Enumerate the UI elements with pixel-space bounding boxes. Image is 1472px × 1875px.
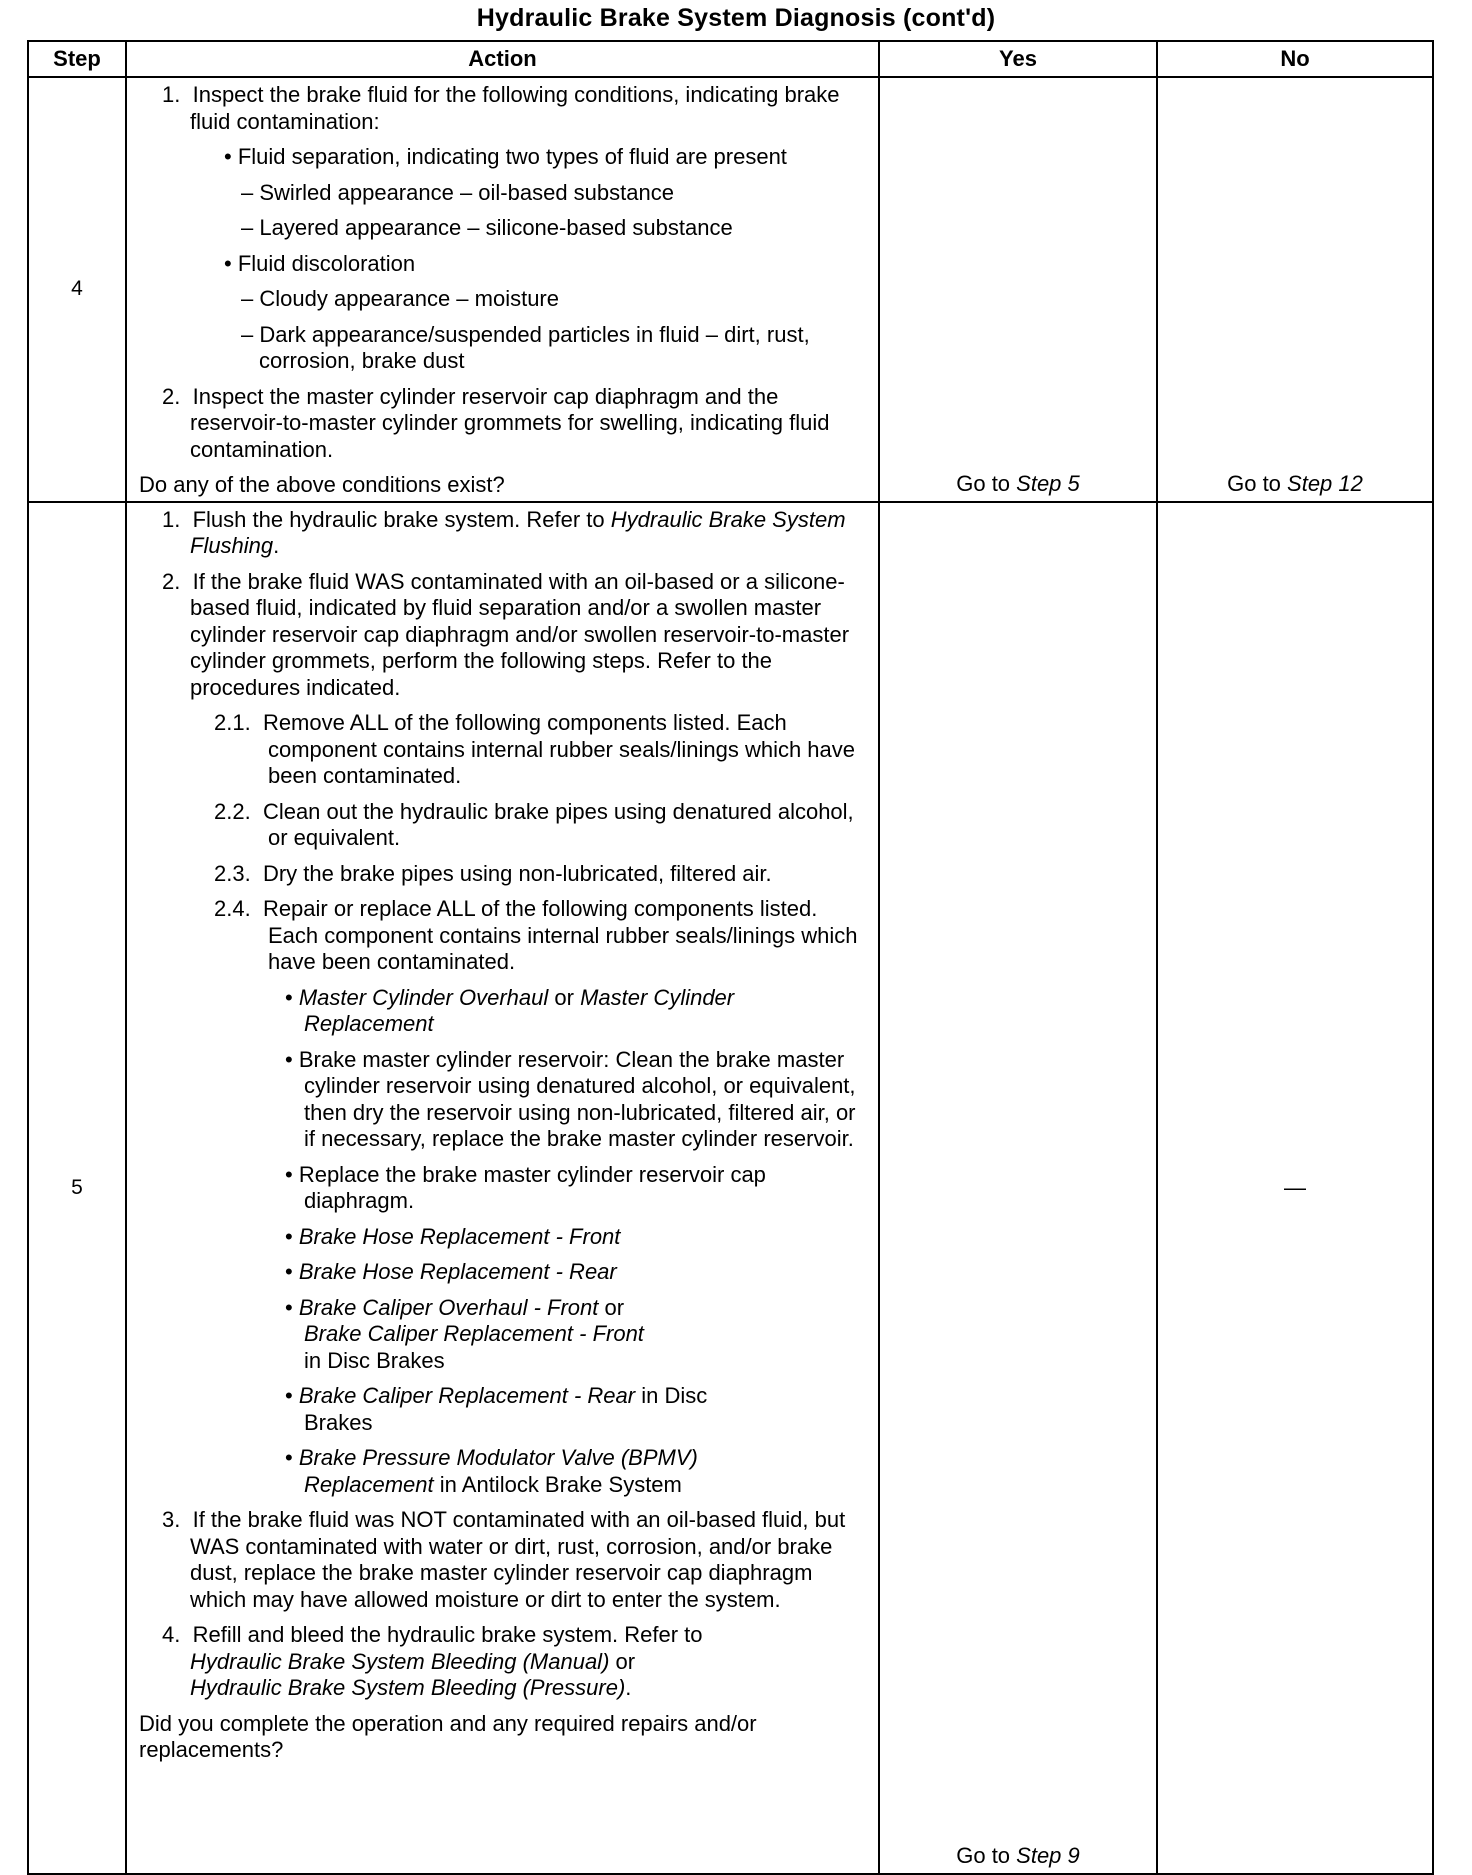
table-row-step-4 [28,77,1433,502]
list-item: 2.1. Remove ALL of the following components listed. Each component contains internal rubber seals/linings which have been contaminated. [214,710,856,788]
list-item: • Replace the brake master cylinder reservoir cap diaphragm. [285,1161,766,1213]
list-item: 1. Flush the hydraulic brake system. Refer to Hydraulic Brake System Flushing. [162,506,846,558]
table-row-step-5 [28,502,1433,1874]
bullet-icon: • [285,984,293,1010]
bullet-icon: • [285,1294,293,1320]
list-item: 1. Inspect the brake fluid for the following conditions, indicating brake fluid contamination: [162,82,840,134]
step-number: 4 [28,77,126,502]
dash-icon: – [241,286,254,311]
list-item: 2. Inspect the master cylinder reservoir cap diaphragm and the reservoir-to-master cylinder grommets for swelling, indicating fluid contamination. [162,383,830,462]
bullet-icon: • [224,144,232,169]
procedure-link[interactable]: Brake Hose Replacement - Front [298,1223,621,1249]
header-yes: Yes [879,41,1157,77]
dash-icon: – [241,321,254,347]
procedure-link[interactable]: Master Cylinder Replacement [304,984,735,1036]
header-no: No [1157,41,1433,77]
step-link[interactable]: Step 12 [1287,470,1363,496]
yes-cell: Go to Step 9 [879,502,1157,1874]
procedure-link[interactable]: Hydraulic Brake System Bleeding (Pressure) [190,1675,626,1700]
procedure-link[interactable]: Brake Caliper Overhaul - Front [298,1294,599,1320]
list-item: • Brake Caliper Overhaul - Front or Brake Caliper Replacement - Front in Disc Brakes [285,1294,644,1373]
action-cell [126,77,879,502]
bullet-icon: • [285,1223,293,1249]
list-item: 2.3. Dry the brake pipes using non-lubricated, filtered air. [214,860,772,886]
table-header-row [28,41,1433,77]
list-item: – Cloudy appearance – moisture [241,286,559,311]
list-item [139,1224,868,1251]
bullet-icon: • [224,250,232,276]
diagnosis-table [27,40,1434,1875]
bullet-icon: • [285,1161,293,1187]
procedure-link[interactable]: Hydraulic Brake System Bleeding (Manual) [190,1648,610,1674]
no-cell: Go to Step 12 [1157,77,1433,502]
list-item: – Layered appearance – silicone-based substance [241,215,733,240]
no-cell: — [1157,502,1433,1874]
step-link[interactable]: Step 9 [1016,1842,1080,1868]
step-link[interactable]: Step 5 [1016,470,1080,496]
yes-cell: Go to Step 5 [879,77,1157,502]
procedure-link[interactable]: Brake Pressure Modulator Valve (BPMV) Replacement [298,1445,698,1497]
list-item: 3. If the brake fluid was NOT contaminated with an oil-based fluid, but WAS contaminated with water or dirt, rust, corrosion, and/or brake dust, replace the brake master cylinder reservoir cap diaphragm which may have allowed moisture or dirt to enter the system. [162,1507,846,1612]
action-cell [126,502,879,1874]
procedure-link[interactable]: Brake Caliper Replacement - Front [304,1321,644,1346]
bullet-icon: • [285,1445,293,1470]
header-step: Step [28,41,126,77]
list-item: 2. If the brake fluid WAS contaminated with an oil-based or a silicone-based fluid, indicated by fluid separation and/or a swollen master cylinder reservoir cap diaphragm and/or swollen reservoir-to-master cylinder grommets, perform the following steps. Refer to the procedures indicated. [162,568,850,700]
dash-icon: – [241,179,254,205]
step-question: Did you complete the operation and any required repairs and/or replacements? [139,1710,757,1762]
list-item: 2.2. Clean out the hydraulic brake pipes using denatured alcohol, or equivalent. [214,798,854,850]
bullet-icon: • [285,1383,293,1408]
bullet-icon: • [285,1046,293,1072]
page-title: Hydraulic Brake System Diagnosis (cont'd) [476,4,996,32]
list-item: • Fluid separation, indicating two types of fluid are present [224,144,787,169]
procedure-link[interactable]: Master Cylinder Overhaul [298,984,549,1010]
list-item: • Brake master cylinder reservoir: Clean the brake master cylinder reservoir using denatured alcohol, or equivalent, then dry the reservoir using non-lubricated, filtered air, or if necessary, replace the brake master cylinder reservoir. [285,1046,856,1151]
dash-icon: – [241,215,254,240]
procedure-link[interactable]: Hydraulic Brake System Flushing [190,506,846,558]
list-item: 2.4. Repair or replace ALL of the following components listed. Each component contains internal rubber seals/linings which have been contaminated. [214,896,858,974]
procedure-link[interactable]: Brake Caliper Replacement - Rear [298,1383,636,1408]
list-item: • Brake Pressure Modulator Valve (BPMV) Replacement in Antilock Brake System [285,1445,698,1497]
list-item: • Master Cylinder Overhaul or Master Cylinder Replacement [285,984,735,1036]
header-action: Action [126,41,879,77]
procedure-link[interactable]: Brake Hose Replacement - Rear [298,1259,617,1284]
list-item: • Fluid discoloration [224,250,416,276]
step-number: 5 [28,502,126,1874]
list-item: 4. Refill and bleed the hydraulic brake system. Refer to Hydraulic Brake System Bleeding (Manual) or Hydraulic Brake System Bleeding (Pressure). [162,1622,703,1700]
list-item: – Dark appearance/suspended particles in fluid – dirt, rust, corrosion, brake dust [241,321,810,373]
step-question: Do any of the above conditions exist? [139,472,505,497]
list-item [139,1259,868,1286]
list-item: • Brake Caliper Replacement - Rear in Disc Brakes [285,1383,708,1435]
list-item: – Swirled appearance – oil-based substance [241,179,674,205]
bullet-icon: • [285,1259,293,1284]
